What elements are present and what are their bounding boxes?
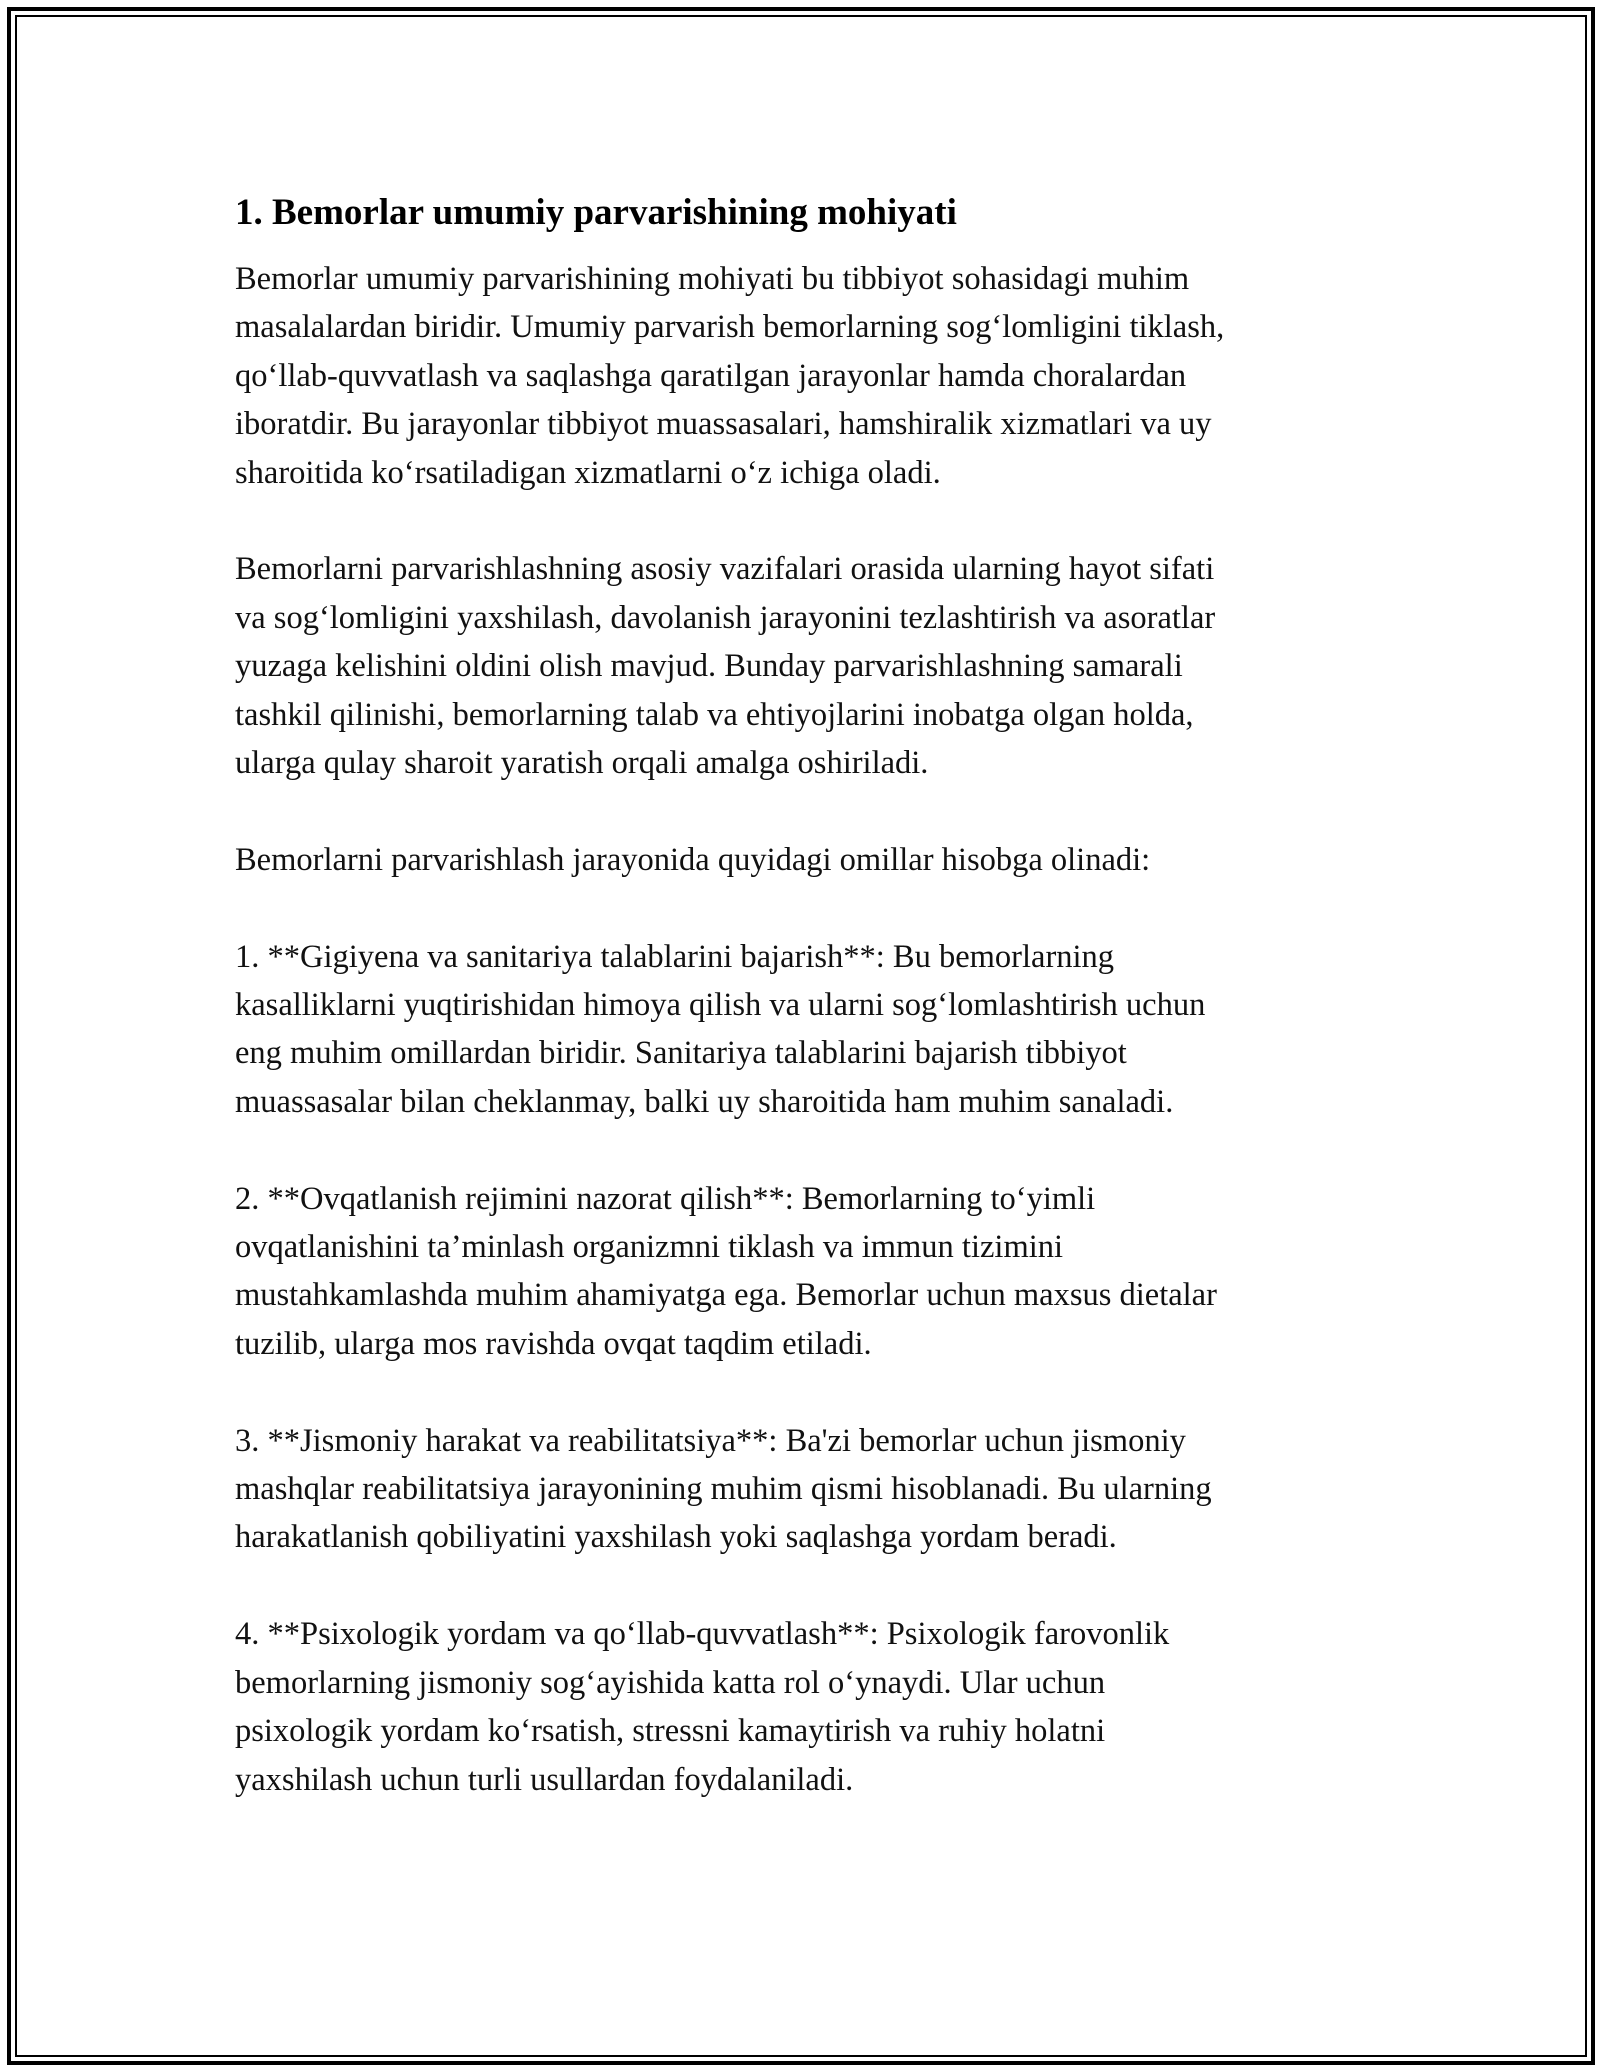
list-item-psychological-support: 4. **Psixologik yordam va qo‘llab-quvvatlash**: Psixologik farovonlik bemorlarning jismoniy sog‘ayishida katta rol o‘ynaydi. Ular uchun psixologik yordam ko‘rsatish, stressni kamaytirish va ruhiy holatni yaxshilash uchun turli usullardan foydalaniladi. [235, 1616, 1170, 1798]
document-title: 1. Bemorlar umumiy parvarishining mohiyati [235, 192, 957, 233]
list-item-nutrition: 2. **Ovqatlanish rejimini nazorat qilish**: Bemorlarning to‘yimli ovqatlanishini ta’minlash organizmni tiklash va immun tizimini mustahkamlashda muhim ahamiyatga ega. Bemorlar uchun maxsus dietalar tuzilib, ularga mos ravishda ovqat taqdim etiladi. [235, 1180, 1217, 1362]
list-item-physical-activity: 3. **Jismoniy harakat va reabilitatsiya**: Ba'zi bemorlar uchun jismoniy mashqlar reabilitatsiya jarayonining muhim qismi hisoblanadi. Bu ularning harakatlanish qobiliyatini yaxshilash yoki saqlashga yordam beradi. [235, 1422, 1212, 1556]
paragraph-tasks: Bemorlarni parvarishlashning asosiy vazifalari orasida ularning hayot sifati va sog‘lomligini yaxshilash, davolanish jarayonini tezlashtirish va asoratlar yuzaga kelishini oldini olish mavjud. Bunday parvarishlashning samarali tashkil qilinishi, bemorlarning talab va ehtiyojlarini inobatga olgan holda, ularga qulay sharoit yaratish orqali amalga oshiriladi. [235, 551, 1216, 782]
document-body [235, 185, 1395, 1804]
list-item-hygiene: 1. **Gigiyena va sanitariya talablarini bajarish**: Bu bemorlarning kasalliklarni yuqtirishidan himoya qilish va ularni sog‘lomlashtirish uchun eng muhim omillardan biridir. Sanitariya talablarini bajarish tibbiyot muassasalar bilan cheklanmay, balki uy sharoitida ham muhim sanaladi. [235, 938, 1206, 1120]
paragraph-intro: Bemorlar umumiy parvarishining mohiyati bu tibbiyot sohasidagi muhim masalalardan biridir. Umumiy parvarish bemorlarning sog‘lomligini tiklash, qo‘llab-quvvatlash va saqlashga qaratilgan jarayonlar hamda choralardan iboratdir. Bu jarayonlar tibbiyot muassasalari, hamshiralik xizmatlari va uy sharoitida ko‘rsatiladigan xizmatlarni o‘z ichiga oladi. [235, 261, 1225, 491]
paragraph-factors-intro: Bemorlarni parvarishlash jarayonida quyidagi omillar hisobga olinadi: [235, 841, 1151, 878]
